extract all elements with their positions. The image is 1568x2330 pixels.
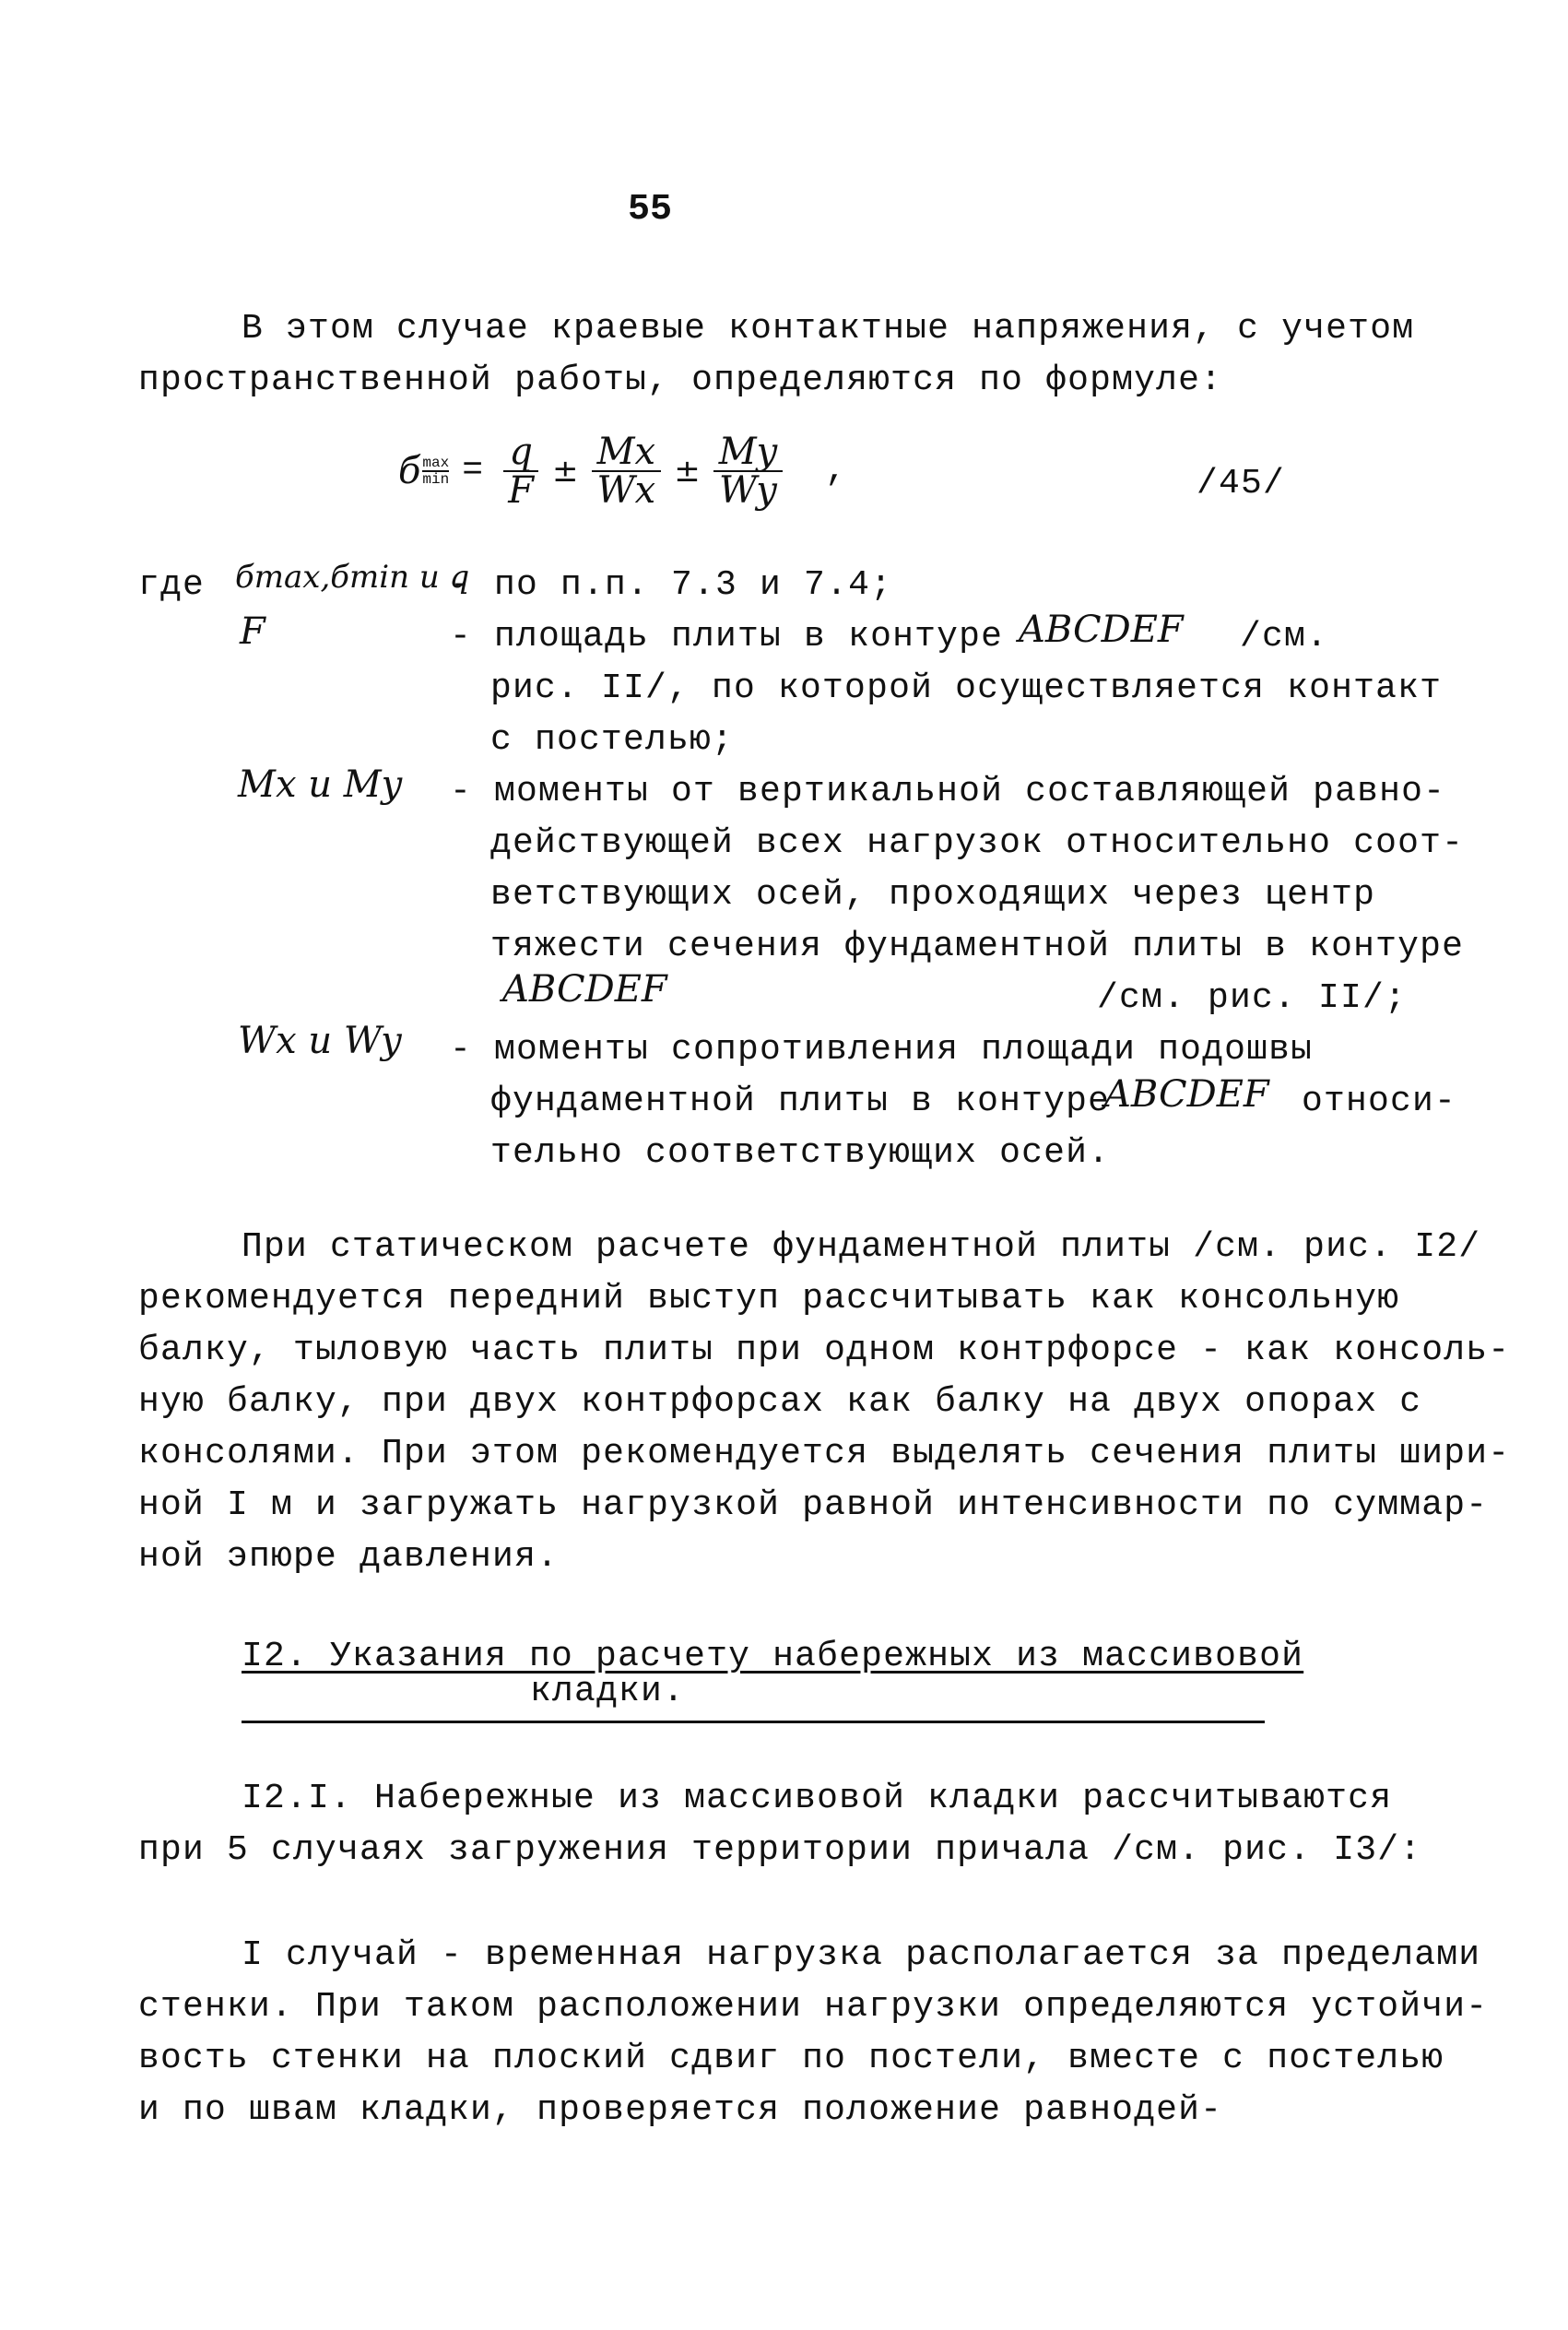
case1-line-3: вость стенки на плоский сдвиг по постели, вместе с постелью bbox=[138, 2039, 1444, 2078]
def-4-tail: относи- bbox=[1302, 1082, 1457, 1121]
def-symbol-f: F bbox=[240, 610, 265, 653]
section-heading-line-1: I2. Указания по расчету набережных из массивовой bbox=[242, 1637, 1304, 1676]
formula-comma: , bbox=[825, 451, 848, 491]
para2-line-3: балку, тыловую часть плиты при одном контрфорсе - как консоль- bbox=[138, 1331, 1511, 1370]
fraction-mx-over-wx bbox=[592, 431, 662, 512]
sigma-symbol: б bbox=[398, 450, 421, 492]
formula-45 bbox=[398, 431, 848, 512]
def-1-line-1: - по п.п. 7.3 и 7.4; bbox=[450, 565, 893, 605]
intro-line-1: В этом случае краевые контактные напряжения, с учетом bbox=[242, 309, 1415, 349]
equals-sign: = bbox=[462, 451, 485, 491]
section-heading-line-2: кладки. bbox=[530, 1672, 686, 1711]
def-2-line-3: с постелью; bbox=[490, 720, 735, 760]
sub-min: min bbox=[422, 471, 450, 488]
contour-abcdef: ABCDEF bbox=[1104, 1073, 1269, 1116]
def-symbol-wx-wy: Wx и Wy bbox=[238, 1020, 402, 1062]
para2-line-6: ной I м и загружать нагрузкой равной интенсивности по суммар- bbox=[138, 1485, 1489, 1525]
fraction-q-over-f bbox=[502, 431, 539, 512]
para2-line-1: При статическом расчете фундаментной плиты /см. рис. I2/ bbox=[242, 1227, 1481, 1267]
def-3-line-2: действующей всех нагрузок относительно соот- bbox=[490, 823, 1465, 863]
fraction-my-over-wy bbox=[713, 431, 784, 512]
case1-line-4: и по швам кладки, проверяется положение равнодей- bbox=[138, 2090, 1223, 2130]
contour-abcdef: ABCDEF bbox=[1019, 609, 1184, 651]
fraction-numerator: My bbox=[713, 433, 784, 472]
sigma-subscript bbox=[422, 455, 449, 487]
fraction-numerator: Mx bbox=[592, 433, 662, 472]
def-2-tail: /см. bbox=[1240, 617, 1329, 656]
para2-line-4: ную балку, при двух контрфорсах как балку на двух опорах с bbox=[138, 1382, 1422, 1422]
def-2-line-2: рис. II/, по которой осуществляется контакт bbox=[490, 668, 1443, 708]
def-3-tail: /см. рис. II/; bbox=[1097, 978, 1408, 1018]
intro-line-2: пространственной работы, определяются по формуле: bbox=[138, 361, 1223, 400]
fraction-numerator: q bbox=[503, 433, 538, 472]
para-12-1-line-1: I2.I. Набережные из массивовой кладки рассчитываются bbox=[242, 1779, 1393, 1818]
def-4-line-3: тельно соответствующих осей. bbox=[490, 1133, 1111, 1173]
para2-line-7: ной эпюре давления. bbox=[138, 1537, 560, 1577]
plus-minus-sign: ± bbox=[674, 453, 701, 490]
plus-minus-sign: ± bbox=[552, 453, 579, 490]
page-number: 55 bbox=[628, 189, 673, 231]
para-12-1-line-2: при 5 случаях загружения территории причала /см. рис. I3/: bbox=[138, 1830, 1422, 1870]
def-4-line-2: фундаментной плиты в контуре bbox=[490, 1082, 1111, 1121]
def-symbol-mx-my: Mx и My bbox=[238, 763, 403, 806]
def-symbol-sigma-q: бmax,бmin и q bbox=[235, 559, 470, 596]
section-underline bbox=[242, 1721, 1265, 1723]
contour-abcdef: ABCDEF bbox=[502, 968, 667, 1011]
case1-line-1: I случай - временная нагрузка располагается за пределами bbox=[242, 1935, 1481, 1975]
formula-number: /45/ bbox=[1197, 464, 1286, 503]
def-2-line-1: - площадь плиты в контуре bbox=[450, 617, 1004, 656]
def-3-line-1: - моменты от вертикальной составляющей равно- bbox=[450, 772, 1446, 811]
fraction-denominator: F bbox=[508, 469, 535, 512]
def-3-line-4: тяжести сечения фундаментной плиты в контуре bbox=[490, 927, 1465, 966]
def-4-line-1: - моменты сопротивления площади подошвы bbox=[450, 1030, 1314, 1070]
def-3-line-3: ветствующих осей, проходящих через центр bbox=[490, 875, 1376, 915]
where-label: где bbox=[138, 565, 206, 605]
para2-line-2: рекомендуется передний выступ рассчитывать как консольную bbox=[138, 1279, 1400, 1319]
sub-max: max bbox=[422, 455, 450, 471]
para2-line-5: консолями. При этом рекомендуется выделять сечения плиты шири- bbox=[138, 1434, 1511, 1473]
fraction-denominator: Wx bbox=[596, 469, 656, 512]
fraction-denominator: Wy bbox=[719, 469, 777, 512]
case1-line-2: стенки. При таком расположении нагрузки определяются устойчи- bbox=[138, 1987, 1489, 2027]
